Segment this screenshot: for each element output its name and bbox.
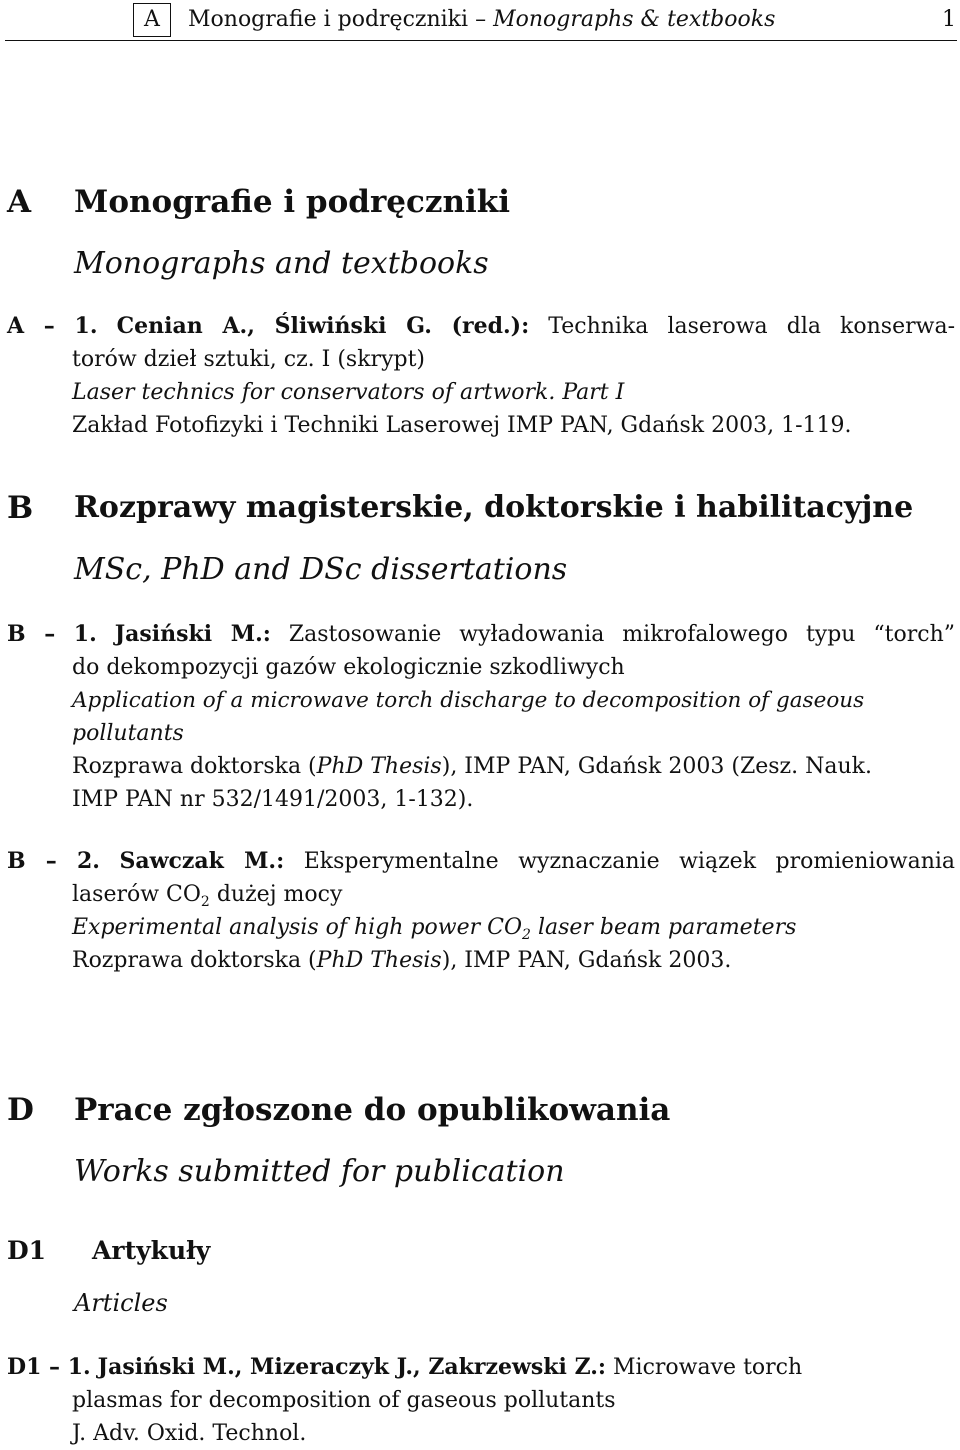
entry-title-en-cont: pollutants: [72, 721, 184, 746]
section-title: Rozprawy magisterskie, doktorskie i habilitacyjne: [74, 490, 914, 525]
subscript: 2: [522, 927, 531, 943]
section-letter: A: [7, 184, 32, 220]
header-title-en: Monographs & textbooks: [493, 7, 776, 32]
entry-title-en: Laser technics for conservators of artwork. Part I: [72, 380, 625, 405]
entry-title-pl-cont: do dekompozycji gazów ekologicznie szkodliwych: [72, 655, 625, 680]
entry-id: B – 2.: [7, 848, 100, 874]
entry-title-cont: plasmas for decomposition of gaseous pollutants: [72, 1388, 616, 1413]
pub-thesis: PhD Thesis: [316, 754, 442, 779]
entry-publication: Zakład Fotofizyki i Techniki Laserowej IMP PAN, Gdańsk 2003, 1-119.: [72, 413, 852, 438]
subscript: 2: [200, 894, 210, 910]
entry-b-2: [7, 845, 955, 977]
section-subtitle: MSc, PhD and DSc dissertations: [74, 552, 568, 587]
section-letter: D: [7, 1092, 34, 1128]
entry-publication-cont: IMP PAN nr 532/1491/2003, 1-132).: [72, 787, 474, 812]
entry-id: A – 1.: [7, 313, 98, 339]
entry-publication: [7, 750, 955, 783]
subsection-subtitle: Articles: [74, 1289, 168, 1317]
section-subtitle: Monographs and textbooks: [74, 246, 489, 281]
entry-first-line: [7, 1351, 955, 1384]
title-text: laser beam parameters: [530, 915, 797, 940]
entry-a-1: [7, 310, 955, 442]
header-title: [188, 7, 775, 32]
pub-text: ), IMP PAN, Gdańsk 2003 (Zesz. Nauk.: [441, 754, 872, 779]
entry-journal: J. Adv. Oxid. Technol.: [72, 1421, 307, 1446]
entry-d1-1: [7, 1351, 955, 1450]
entry-authors: Cenian A., Śliwiński G. (red.):: [116, 313, 530, 339]
subsection-title: Artykuły: [92, 1236, 211, 1265]
header-section-box: A: [133, 3, 171, 37]
pub-text: ), IMP PAN, Gdańsk 2003.: [441, 948, 732, 973]
entry-title-pl-cont: [7, 878, 955, 911]
title-text: laserów CO: [72, 882, 201, 907]
section-letter: B: [7, 490, 34, 526]
section-subtitle: Works submitted for publication: [74, 1154, 565, 1189]
entry-title-en: [7, 911, 955, 944]
entry-first-line: [7, 845, 955, 878]
entry-title-pl: Technika laserowa dla konserwa-: [548, 314, 955, 339]
entry-first-line: [7, 310, 955, 343]
pub-thesis: PhD Thesis: [316, 948, 442, 973]
entry-authors: Sawczak M.:: [119, 848, 285, 874]
entry-title: Microwave torch: [613, 1355, 803, 1380]
entry-b-1: [7, 618, 955, 816]
running-header: [0, 0, 960, 42]
header-rule: [5, 40, 957, 41]
subsection-letter: D1: [7, 1236, 47, 1265]
pub-text: Rozprawa doktorska (: [72, 754, 317, 779]
entry-id: D1 – 1.: [7, 1354, 91, 1380]
section-title: Monografie i podręczniki: [74, 184, 511, 220]
header-title-pl: Monografie i podręczniki: [188, 7, 469, 32]
entry-first-line: [7, 618, 955, 651]
header-dash: –: [475, 7, 487, 32]
entry-title-pl: Eksperymentalne wyznaczanie wiązek promieniowania: [303, 849, 956, 874]
entry-title-en: Application of a microwave torch discharge to decomposition of gaseous: [72, 688, 865, 713]
title-text: Experimental analysis of high power CO: [72, 915, 523, 940]
section-title: Prace zgłoszone do opublikowania: [74, 1092, 671, 1128]
entry-id: B – 1.: [7, 621, 97, 647]
entry-title-pl-cont: torów dzieł sztuki, cz. I (skrypt): [72, 347, 426, 372]
entry-authors: Jasiński M., Mizeraczyk J., Zakrzewski Z.:: [97, 1354, 607, 1380]
title-text: dużej mocy: [209, 882, 343, 907]
entry-publication: [7, 944, 955, 977]
entry-title-pl: Zastosowanie wyładowania mikrofalowego typu “torch”: [288, 622, 956, 647]
page-number: 1: [942, 7, 956, 32]
pub-text: Rozprawa doktorska (: [72, 948, 317, 973]
entry-authors: Jasiński M.:: [114, 621, 271, 647]
